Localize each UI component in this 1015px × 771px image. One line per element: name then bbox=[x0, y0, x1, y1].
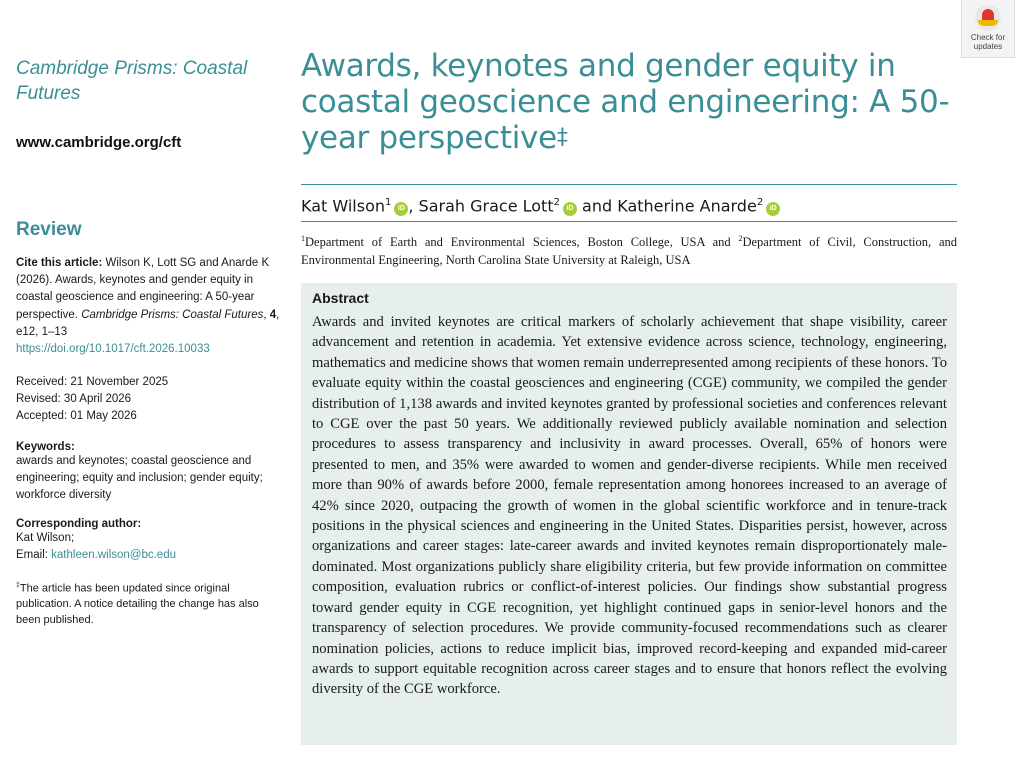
orcid-icon[interactable]: iD bbox=[563, 202, 577, 216]
article-sidebar bbox=[16, 56, 281, 628]
received-date: Received: 21 November 2025 bbox=[16, 376, 169, 389]
update-note: ‡The article has been updated since original publication. A notice detailing the change has also been published. bbox=[16, 582, 259, 626]
corresponding-author-name: Kat Wilson; bbox=[16, 532, 75, 545]
doi-link[interactable]: https://doi.org/10.1017/cft.2026.10033 bbox=[16, 343, 210, 356]
cite-pages: , e12, 1–13 bbox=[16, 308, 280, 338]
cite-volume: 4 bbox=[269, 308, 277, 321]
divider-bottom bbox=[301, 221, 957, 222]
journal-website[interactable]: www.cambridge.org/cft bbox=[16, 134, 182, 151]
email-link[interactable]: kathleen.wilson@bc.edu bbox=[51, 549, 176, 562]
article-type: Review bbox=[16, 219, 82, 240]
orcid-icon[interactable]: iD bbox=[394, 202, 408, 216]
crossmark-icon bbox=[975, 5, 1001, 31]
cite-authors: Wilson K, Lott SG and Anarde K (2026). Awards, keynotes and gender equity in coastal geoscience and engineering: A 50-year perspective. bbox=[16, 257, 270, 321]
check-for-updates-label: Check for updates bbox=[970, 33, 1006, 51]
abstract-heading: Abstract bbox=[312, 290, 369, 306]
cite-label: Cite this article: bbox=[16, 257, 103, 269]
affiliation-marker: 1 bbox=[385, 197, 392, 208]
accepted-date: Accepted: 01 May 2026 bbox=[16, 410, 137, 423]
note-mark: ‡ bbox=[16, 582, 20, 590]
title-mark: ‡ bbox=[556, 125, 568, 150]
corresponding-email-line: Email: kathleen.wilson@bc.edu bbox=[16, 549, 176, 562]
corresponding-author bbox=[16, 530, 281, 564]
author-name[interactable]: Katherine Anarde bbox=[617, 196, 757, 216]
cite-journal: Cambridge Prisms: Coastal Futures bbox=[81, 308, 264, 321]
keywords-label: Keywords: bbox=[16, 441, 75, 454]
citation: Cite this article: Wilson K, Lott SG and Anarde K (2026). Awards, keynotes and gender equity in coastal geoscience and engineering: A 50-year perspective. Cambridge Prisms: Coastal Futures, 4, e12, 1–13 https://doi.org/10.1017/cft.2026.10033 bbox=[16, 257, 280, 356]
keywords: awards and keynotes; coastal geoscience and engineering; equity and inclusion; gender equity; workforce diversity bbox=[16, 455, 263, 502]
abstract-text: Awards and invited keynotes are critical markers of scholarly achievement that shape visibility, career advancement and retention in academia. Yet extensive evidence across science, technology, engineering, mathematics and medicine shows that women remain underrepresented among recipients of these honors. To evaluate equity within the coastal geosciences and engineering (CGE) community, we compiled the gender distribution of 1,138 awards and invited keynotes granted by professional societies and conferences relevant to CGE over the past 50 years. We additionally reviewed publicly available nomination and selection procedures to assess transparency and inclusivity in award processes. Overall, 65% of honors were presented to men, and 35% were awarded to women and gender-diverse recipients. While men received more than 90% of awards before 2000, female representation among honorees increased to an average of 42% since 2020, outpacing the growth of women in the global scientific workforce and in tenure-track positions in the physical sciences and engineering in the United States. Disparities persist, however, across organizations and career stages: late-career awards and invited keynotes remain disproportionately male-dominated. Most organizations publicly share eligibility criteria, but few provide information on committee composition, evaluation rubrics or conflict-of-interest policies. Our findings show substantial progress toward gender equity in CGE recognition, yet highlight continued gaps in senior-level honors and the transparency of selection procedures. We provide community-focused recommendations such as clearer nomination policies, actions to reduce implicit bias, improved record-keeping and expanded mid-career awards to support equitable recognition across career stages and to ensure that honors reflect the evolving diversity of the CGE workforce. bbox=[312, 314, 947, 698]
author-name[interactable]: Sarah Grace Lott bbox=[418, 196, 554, 216]
article-title: Awards, keynotes and gender equity in coastal geoscience and engineering: A 50-year perspective‡ bbox=[301, 48, 950, 156]
affiliation-marker: 2 bbox=[756, 197, 764, 208]
revised-date: Revised: 30 April 2026 bbox=[16, 393, 132, 406]
abstract-box bbox=[301, 283, 957, 745]
corresponding-author-label: Corresponding author: bbox=[16, 518, 142, 531]
article-dates bbox=[16, 374, 281, 425]
author-name[interactable]: Kat Wilson bbox=[301, 196, 385, 216]
divider-top bbox=[301, 184, 957, 185]
orcid-icon[interactable]: iD bbox=[766, 202, 780, 216]
journal-name: Cambridge Prisms: Coastal Futures bbox=[16, 58, 248, 104]
author-list: Kat Wilson$^1$iD , Sarah Grace Lott$^2$iD and Katherine Anarde$^2$iD bbox=[301, 191, 957, 218]
affiliation-marker: 2 bbox=[553, 197, 560, 208]
affiliations: $^1$Department of Earth and Environmental Sciences, Boston College, USA and $^2$Department of Civil, Construction, and Environmental Engineering, North Carolina State University at Raleigh, USA bbox=[301, 234, 957, 268]
